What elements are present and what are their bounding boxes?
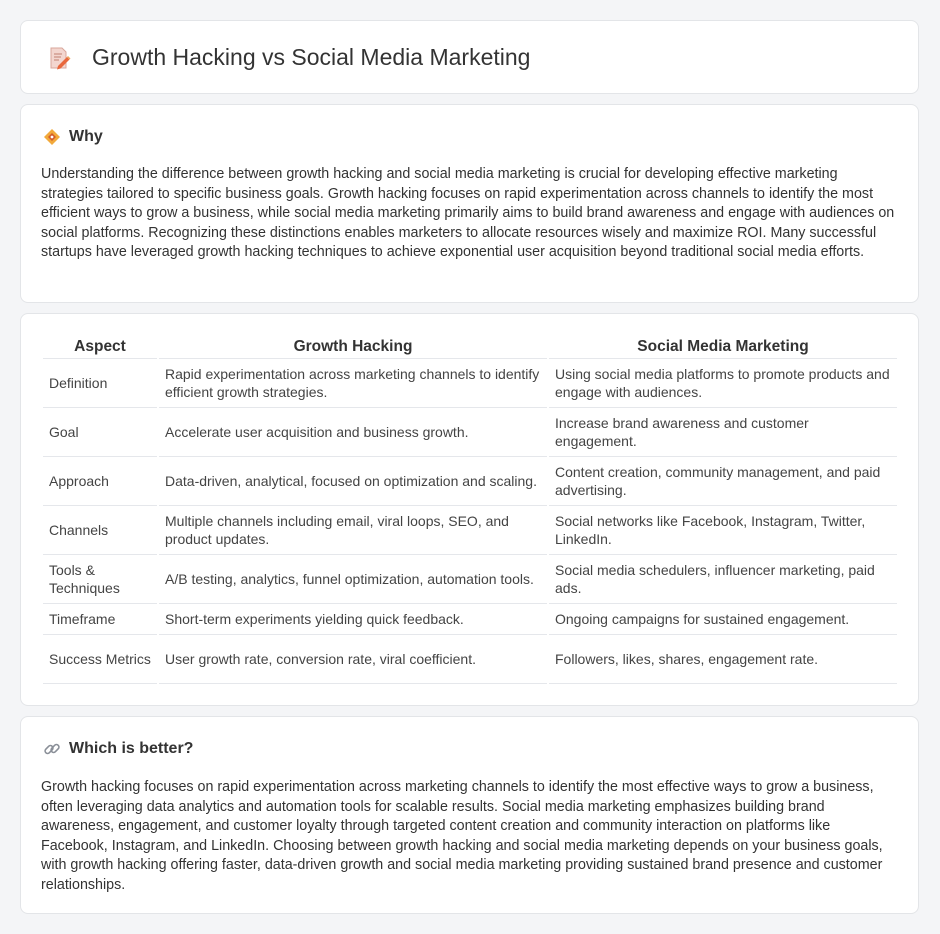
- header-growth-hacking: Growth Hacking: [159, 334, 547, 359]
- table-row: [43, 635, 897, 684]
- table-row: [43, 506, 897, 555]
- why-title: Why: [69, 128, 103, 145]
- aspect-cell: Channels: [43, 506, 157, 555]
- comparison-section: [20, 313, 919, 706]
- growth-hacking-cell: Multiple channels including email, viral loops, SEO, and product updates.: [159, 506, 547, 555]
- table-row: [43, 604, 897, 635]
- growth-hacking-cell: Short-term experiments yielding quick feedback.: [159, 604, 547, 635]
- aspect-cell: Success Metrics: [43, 635, 157, 684]
- page-title: Growth Hacking vs Social Media Marketing: [92, 44, 531, 70]
- better-heading: [43, 740, 193, 758]
- aspect-cell: Approach: [43, 457, 157, 506]
- social-media-cell: Followers, likes, shares, engagement rate.: [549, 635, 897, 684]
- growth-hacking-cell: Rapid experimentation across marketing channels to identify efficient growth strategies.: [159, 359, 547, 408]
- social-media-cell: Ongoing campaigns for sustained engagement.: [549, 604, 897, 635]
- table-row: [43, 359, 897, 408]
- aspect-cell: Goal: [43, 408, 157, 457]
- table-header-row: [43, 334, 897, 359]
- header-aspect: Aspect: [43, 334, 157, 359]
- growth-hacking-cell: Data-driven, analytical, focused on optimization and scaling.: [159, 457, 547, 506]
- social-media-cell: Content creation, community management, and paid advertising.: [549, 457, 897, 506]
- table-row: [43, 555, 897, 604]
- growth-hacking-cell: Accelerate user acquisition and business growth.: [159, 408, 547, 457]
- aspect-cell: Definition: [43, 359, 157, 408]
- aspect-cell: Tools & Techniques: [43, 555, 157, 604]
- better-text: Growth hacking focuses on rapid experimentation across marketing channels to identify the most effective ways to grow a business, often leveraging data analytics and automation tools for scalable results. Social media marketing emphasizes building brand awareness, engagement, and customer loyalty through targeted content creation and community interaction on platforms like Facebook, Instagram, and LinkedIn. Choosing between growth hacking and social media marketing depends on your business goals, with growth hacking offering faster, data-driven growth and social media marketing providing sustained brand presence and customer relationships.: [41, 779, 883, 893]
- memo-pencil-icon: [46, 45, 72, 71]
- diamond-icon: [43, 128, 61, 146]
- aspect-cell: Timeframe: [43, 604, 157, 635]
- growth-hacking-cell: User growth rate, conversion rate, viral coefficient.: [159, 635, 547, 684]
- why-heading: [43, 128, 103, 146]
- link-icon: [43, 740, 61, 758]
- table-row: [43, 457, 897, 506]
- header-card: [20, 20, 919, 94]
- social-media-cell: Using social media platforms to promote products and engage with audiences.: [549, 359, 897, 408]
- why-section: [20, 104, 919, 303]
- header-social-media-marketing: Social Media Marketing: [549, 334, 897, 359]
- social-media-cell: Social networks like Facebook, Instagram, Twitter, LinkedIn.: [549, 506, 897, 555]
- growth-hacking-cell: A/B testing, analytics, funnel optimization, automation tools.: [159, 555, 547, 604]
- which-is-better-section: [20, 716, 919, 914]
- better-title: Which is better?: [69, 740, 194, 757]
- social-media-cell: Increase brand awareness and customer engagement.: [549, 408, 897, 457]
- comparison-table: [41, 334, 899, 684]
- table-row: [43, 408, 897, 457]
- why-text: Understanding the difference between growth hacking and social media marketing is crucial for developing effective marketing strategies tailored to specific business goals. Growth hacking focuses on rapid experimentation across channels to identify the most efficient ways to grow a business, while social media marketing primarily aims to build brand awareness and engage with audiences on social platforms. Recognizing these distinctions enables marketers to allocate resources wisely and maximize ROI. Many successful startups have leveraged growth hacking techniques to achieve exponential user acquisition beyond traditional social media efforts.: [41, 166, 895, 260]
- social-media-cell: Social media schedulers, influencer marketing, paid ads.: [549, 555, 897, 604]
